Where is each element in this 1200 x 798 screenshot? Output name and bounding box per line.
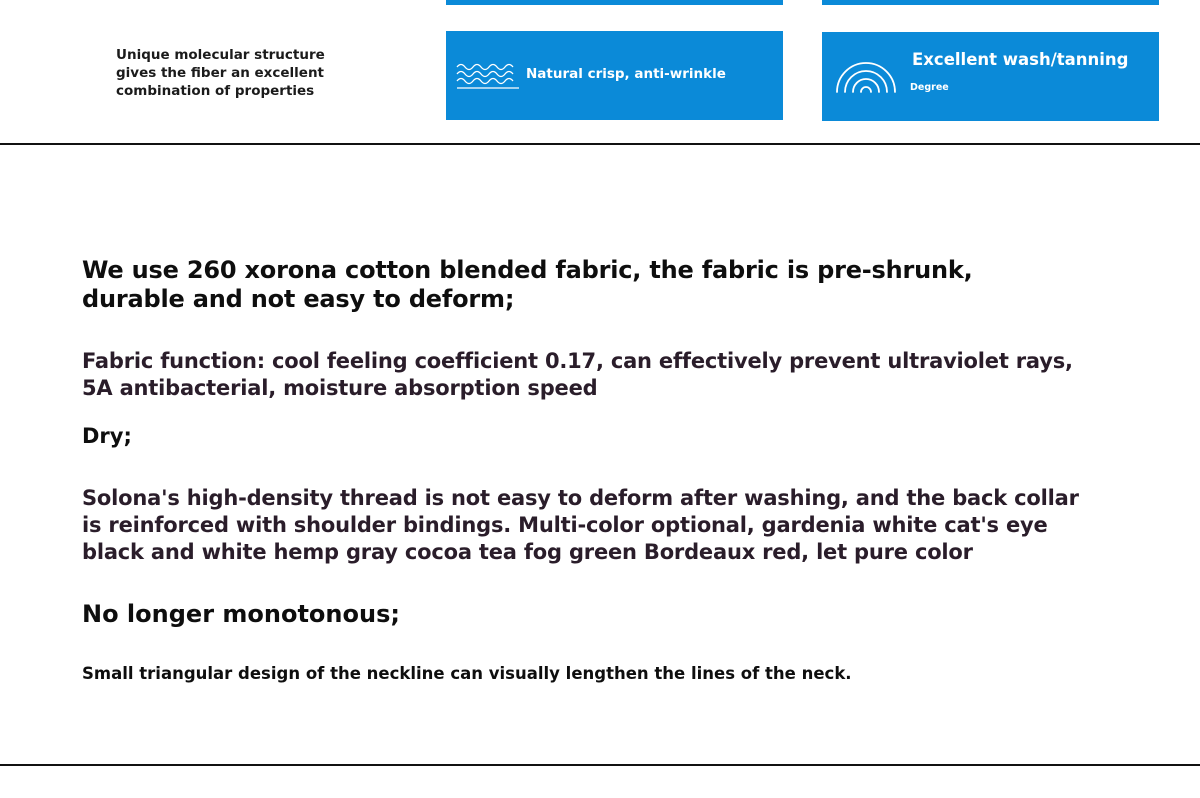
card-label-anti-wrinkle: Natural crisp, anti-wrinkle (526, 66, 726, 82)
fabric-function-paragraph: Fabric function: cool feeling coefficient 0.17, can effectively prevent ultraviolet rays, 5A antibacterial, moisture absorption speed (82, 349, 1073, 400)
feature-card-anti-wrinkle (446, 31, 783, 120)
card-top-edge-right (822, 0, 1159, 5)
thread-color-paragraph: Solona's high-density thread is not easy to deform after washing, and the back collar is reinforced with shoulder bindings. Multi-color optional, gardenia white cat's eye black and white hemp gray cocoa tea fog green Bordeaux red, let pure color (82, 486, 1079, 564)
fabric-intro-paragraph: We use 260 xorona cotton blended fabric, the fabric is pre-shrunk, durable and not easy to deform; (82, 256, 973, 313)
feature-description: Unique molecular structure gives the fiber an excellent combination of properties (116, 47, 325, 99)
monotonous-line: No longer monotonous; (82, 600, 400, 628)
card-sublabel-degree: Degree (910, 82, 949, 93)
rainbow-arcs-icon (834, 60, 898, 100)
section-divider-top (0, 143, 1200, 145)
card-top-edge-left (446, 0, 783, 5)
section-divider-bottom (0, 764, 1200, 766)
feature-card-wash-tanning (822, 32, 1159, 121)
wave-lines-icon (456, 61, 520, 95)
card-label-wash-tanning: Excellent wash/tanning (912, 50, 1129, 69)
dry-line: Dry; (82, 424, 132, 448)
neckline-design-line: Small triangular design of the neckline can visually lengthen the lines of the neck. (82, 664, 852, 683)
